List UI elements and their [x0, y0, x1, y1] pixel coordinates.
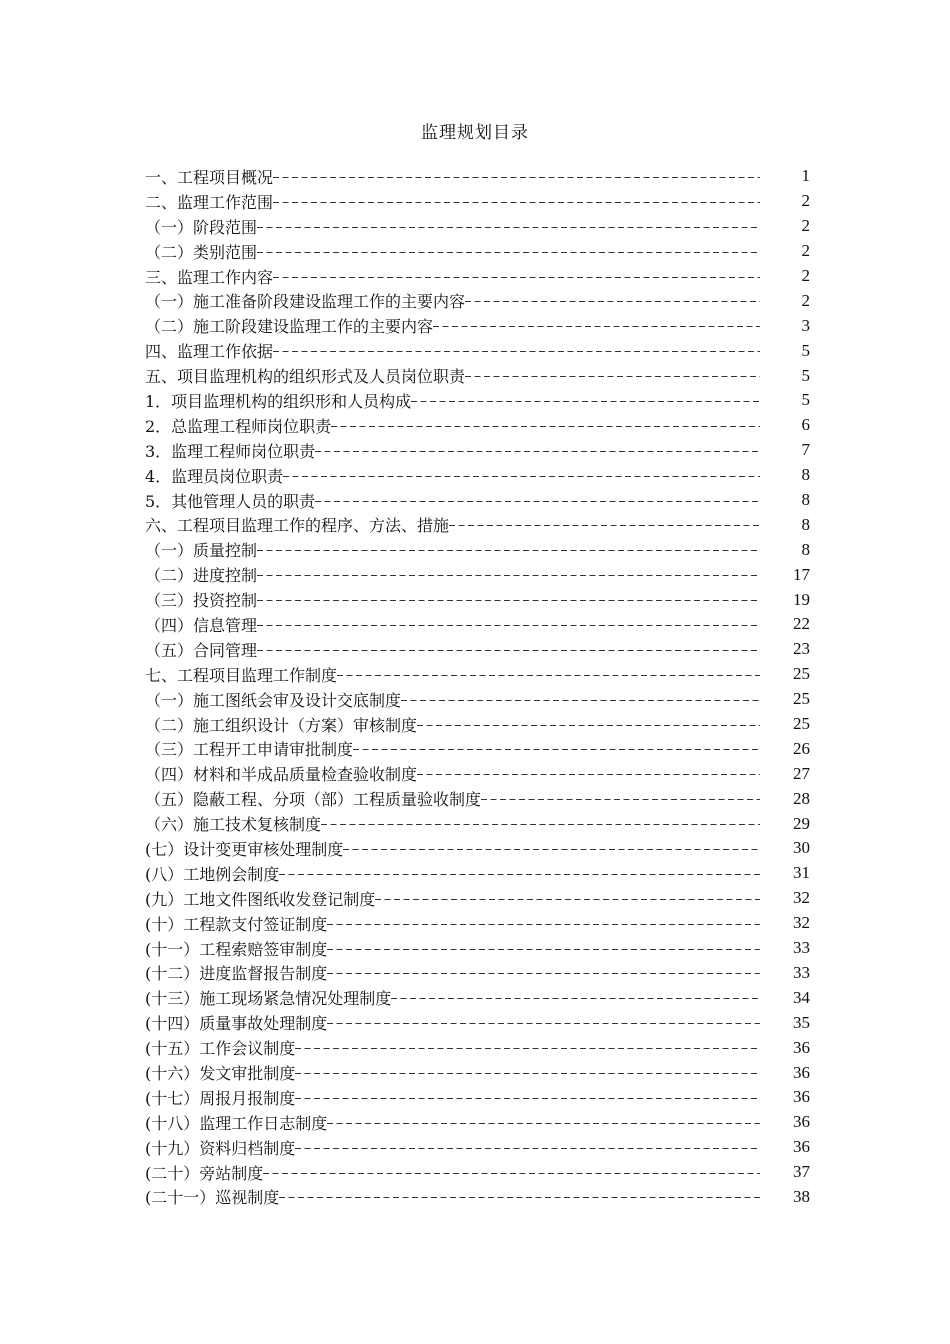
toc-leader-line	[279, 1197, 760, 1198]
toc-entry-label: (十九）资料归档制度	[145, 1136, 295, 1159]
toc-entry[interactable]	[145, 811, 810, 836]
toc-entry-page-number: 2	[801, 290, 810, 310]
toc-entry[interactable]	[145, 512, 810, 537]
toc-entry[interactable]	[145, 413, 810, 438]
toc-entry[interactable]	[145, 786, 810, 811]
toc-entry[interactable]	[145, 264, 810, 289]
toc-entry-page-number: 29	[793, 813, 810, 833]
toc-entry-label: （三）工程开工申请审批制度	[145, 737, 353, 760]
toc-entry-label: 1．项目监理机构的组织形和人员构成	[145, 389, 411, 412]
toc-entry[interactable]	[145, 886, 810, 911]
toc-entry[interactable]	[145, 736, 810, 761]
toc-entry-page-number: 34	[793, 987, 810, 1007]
toc-entry-page-number: 33	[793, 962, 810, 982]
toc-entry[interactable]	[145, 1010, 810, 1035]
toc-leader-line	[295, 1098, 760, 1099]
toc-leader-line	[273, 277, 760, 278]
toc-entry-page-number: 23	[793, 639, 810, 659]
toc-entry[interactable]	[145, 363, 810, 388]
toc-entry-page-number: 8	[801, 539, 810, 559]
toc-leader-line	[273, 351, 760, 352]
toc-leader-line	[337, 675, 760, 676]
toc-entry-label: (九）工地文件图纸收发登记制度	[145, 887, 375, 910]
toc-leader-line	[391, 998, 760, 999]
toc-entry-label: 4．监理员岗位职责	[145, 464, 283, 487]
toc-entry-page-number: 17	[793, 564, 810, 584]
toc-leader-line	[449, 525, 760, 526]
toc-entry-page-number: 36	[793, 1037, 810, 1057]
toc-leader-line	[263, 1173, 760, 1174]
toc-leader-line	[343, 849, 760, 850]
toc-entry-page-number: 28	[793, 788, 810, 808]
toc-entry-label: (十六）发文审批制度	[145, 1061, 295, 1084]
toc-entry[interactable]	[145, 911, 810, 936]
toc-leader-line	[315, 501, 760, 502]
toc-entry-page-number: 35	[793, 1012, 810, 1032]
toc-entry-label: (十）工程款支付签证制度	[145, 912, 327, 935]
toc-entry-label: (二十一）巡视制度	[145, 1185, 279, 1208]
toc-entry[interactable]	[145, 1135, 810, 1160]
toc-entry-label: (十二）进度监督报告制度	[145, 961, 327, 984]
toc-entry-label: （二）类别范围	[145, 240, 257, 263]
toc-entry-label: (十七）周报月报制度	[145, 1086, 295, 1109]
toc-entry[interactable]	[145, 1185, 810, 1210]
toc-leader-line	[417, 725, 760, 726]
toc-entry[interactable]	[145, 463, 810, 488]
toc-entry-page-number: 26	[793, 738, 810, 758]
toc-entry-page-number: 36	[793, 1062, 810, 1082]
toc-entry[interactable]	[145, 189, 810, 214]
toc-entry-page-number: 3	[801, 315, 810, 335]
toc-entry-page-number: 38	[793, 1186, 810, 1206]
toc-leader-line	[327, 1023, 760, 1024]
toc-leader-line	[465, 376, 760, 377]
toc-entry-label: （五）合同管理	[145, 638, 257, 661]
toc-entry-page-number: 33	[793, 938, 810, 958]
toc-entry[interactable]	[145, 1060, 810, 1085]
toc-leader-line	[315, 451, 760, 452]
toc-leader-line	[257, 625, 760, 626]
toc-entry[interactable]	[145, 1160, 810, 1185]
toc-entry-label: （二）施工阶段建设监理工作的主要内容	[145, 314, 433, 337]
toc-entry-page-number: 6	[801, 415, 810, 435]
toc-leader-line	[327, 949, 760, 950]
toc-leader-line	[465, 301, 760, 302]
toc-entry[interactable]	[145, 562, 810, 587]
toc-leader-line	[417, 774, 760, 775]
toc-entry[interactable]	[145, 288, 810, 313]
toc-entry[interactable]	[145, 537, 810, 562]
toc-entry-label: （四）信息管理	[145, 613, 257, 636]
toc-entry[interactable]	[145, 338, 810, 363]
toc-entry-label: 三、监理工作内容	[145, 265, 273, 288]
toc-entry-label: (十一）工程索赔签审制度	[145, 937, 327, 960]
toc-leader-line	[375, 899, 760, 900]
toc-leader-line	[411, 401, 760, 402]
toc-entry[interactable]	[145, 164, 810, 189]
toc-entry-page-number: 25	[793, 689, 810, 709]
toc-entry[interactable]	[145, 239, 810, 264]
toc-leader-line	[295, 1148, 760, 1149]
toc-entry[interactable]	[145, 712, 810, 737]
toc-entry-label: （三）投资控制	[145, 588, 257, 611]
toc-entry[interactable]	[145, 612, 810, 637]
toc-entry-label: (二十）旁站制度	[145, 1161, 263, 1184]
toc-leader-line	[257, 650, 760, 651]
toc-entry[interactable]	[145, 438, 810, 463]
toc-entry[interactable]	[145, 936, 810, 961]
toc-entry-page-number: 25	[793, 714, 810, 734]
toc-entry[interactable]	[145, 214, 810, 239]
toc-leader-line	[327, 924, 760, 925]
toc-entry[interactable]	[145, 637, 810, 662]
toc-entry-page-number: 32	[793, 888, 810, 908]
toc-entry-page-number: 30	[793, 838, 810, 858]
toc-entry-label: 一、工程项目概况	[145, 165, 273, 188]
toc-entry[interactable]	[145, 761, 810, 786]
toc-entry-label: （一）质量控制	[145, 538, 257, 561]
toc-leader-line	[257, 575, 760, 576]
toc-leader-line	[279, 874, 760, 875]
toc-entry-label: (八）工地例会制度	[145, 862, 279, 885]
toc-entry-label: 3．监理工程师岗位职责	[145, 439, 315, 462]
toc-entry-label: （五）隐蔽工程、分项（部）工程质量验收制度	[145, 787, 481, 810]
toc-leader-line	[283, 476, 760, 477]
toc-leader-line	[295, 1073, 760, 1074]
toc-entry-page-number: 7	[801, 440, 810, 460]
toc-entry[interactable]	[145, 388, 810, 413]
toc-entry-page-number: 2	[801, 216, 810, 236]
toc-entry-label: (十八）监理工作日志制度	[145, 1111, 327, 1134]
toc-leader-line	[321, 824, 760, 825]
toc-entry-page-number: 36	[793, 1137, 810, 1157]
toc-entry-page-number: 2	[801, 241, 810, 261]
toc-entry-page-number: 27	[793, 763, 810, 783]
toc-entry-label: （二）进度控制	[145, 563, 257, 586]
toc-entry-page-number: 5	[801, 340, 810, 360]
toc-entry-label: 六、工程项目监理工作的程序、方法、措施	[145, 513, 449, 536]
toc-leader-line	[481, 799, 760, 800]
table-of-contents	[145, 164, 810, 1209]
toc-entry-label: 七、工程项目监理工作制度	[145, 663, 337, 686]
toc-leader-line	[257, 227, 760, 228]
toc-leader-line	[401, 700, 760, 701]
toc-entry-label: 四、监理工作依据	[145, 339, 273, 362]
toc-leader-line	[353, 749, 760, 750]
toc-entry-page-number: 32	[793, 913, 810, 933]
toc-leader-line	[273, 202, 760, 203]
toc-entry[interactable]	[145, 836, 810, 861]
toc-entry[interactable]	[145, 313, 810, 338]
toc-entry[interactable]	[145, 1110, 810, 1135]
toc-entry[interactable]	[145, 985, 810, 1010]
toc-entry-label: 二、监理工作范围	[145, 190, 273, 213]
toc-entry-page-number: 8	[801, 465, 810, 485]
toc-entry-label: （四）材料和半成品质量检查验收制度	[145, 762, 417, 785]
toc-entry-page-number: 1	[801, 166, 810, 186]
toc-entry-page-number: 36	[793, 1112, 810, 1132]
toc-entry-page-number: 31	[793, 863, 810, 883]
toc-entry-label: （一）施工图纸会审及设计交底制度	[145, 688, 401, 711]
toc-leader-line	[273, 177, 760, 178]
page-title: 监理规划目录	[421, 123, 529, 143]
toc-leader-line	[257, 252, 760, 253]
toc-entry-label: (十四）质量事故处理制度	[145, 1011, 327, 1034]
toc-leader-line	[257, 600, 760, 601]
toc-entry-page-number: 8	[801, 490, 810, 510]
toc-leader-line	[327, 973, 760, 974]
toc-entry[interactable]	[145, 1085, 810, 1110]
toc-entry-label: （一）施工准备阶段建设监理工作的主要内容	[145, 289, 465, 312]
toc-entry-page-number: 2	[801, 191, 810, 211]
toc-entry-page-number: 5	[801, 390, 810, 410]
toc-entry-page-number: 36	[793, 1087, 810, 1107]
toc-leader-line	[331, 426, 760, 427]
toc-leader-line	[327, 1123, 760, 1124]
toc-entry[interactable]	[145, 587, 810, 612]
toc-entry-label: (七）设计变更审核处理制度	[145, 837, 343, 860]
toc-entry-label: 5．其他管理人员的职责	[145, 489, 315, 512]
toc-entry-page-number: 25	[793, 664, 810, 684]
toc-leader-line	[433, 326, 760, 327]
toc-entry-label: 2．总监理工程师岗位职责	[145, 414, 331, 437]
toc-leader-line	[295, 1048, 760, 1049]
toc-entry-page-number: 8	[801, 514, 810, 534]
toc-entry-page-number: 2	[801, 266, 810, 285]
toc-entry[interactable]	[145, 662, 810, 687]
toc-entry[interactable]	[145, 1035, 810, 1060]
toc-entry-label: （二）施工组织设计（方案）审核制度	[145, 713, 417, 736]
toc-entry-page-number: 19	[793, 589, 810, 609]
toc-entry-page-number: 37	[793, 1162, 810, 1182]
toc-entry-page-number: 5	[801, 365, 810, 385]
toc-entry-page-number: 22	[793, 614, 810, 634]
toc-leader-line	[257, 550, 760, 551]
toc-entry[interactable]	[145, 687, 810, 712]
toc-entry[interactable]	[145, 488, 810, 513]
toc-entry-label: （一）阶段范围	[145, 215, 257, 238]
toc-entry-label: (十三）施工现场紧急情况处理制度	[145, 986, 391, 1009]
toc-entry-label: 五、项目监理机构的组织形式及人员岗位职责	[145, 364, 465, 387]
toc-entry-label: （六）施工技术复核制度	[145, 812, 321, 835]
toc-entry[interactable]	[145, 961, 810, 986]
toc-entry-label: (十五）工作会议制度	[145, 1036, 295, 1059]
toc-entry[interactable]	[145, 861, 810, 886]
